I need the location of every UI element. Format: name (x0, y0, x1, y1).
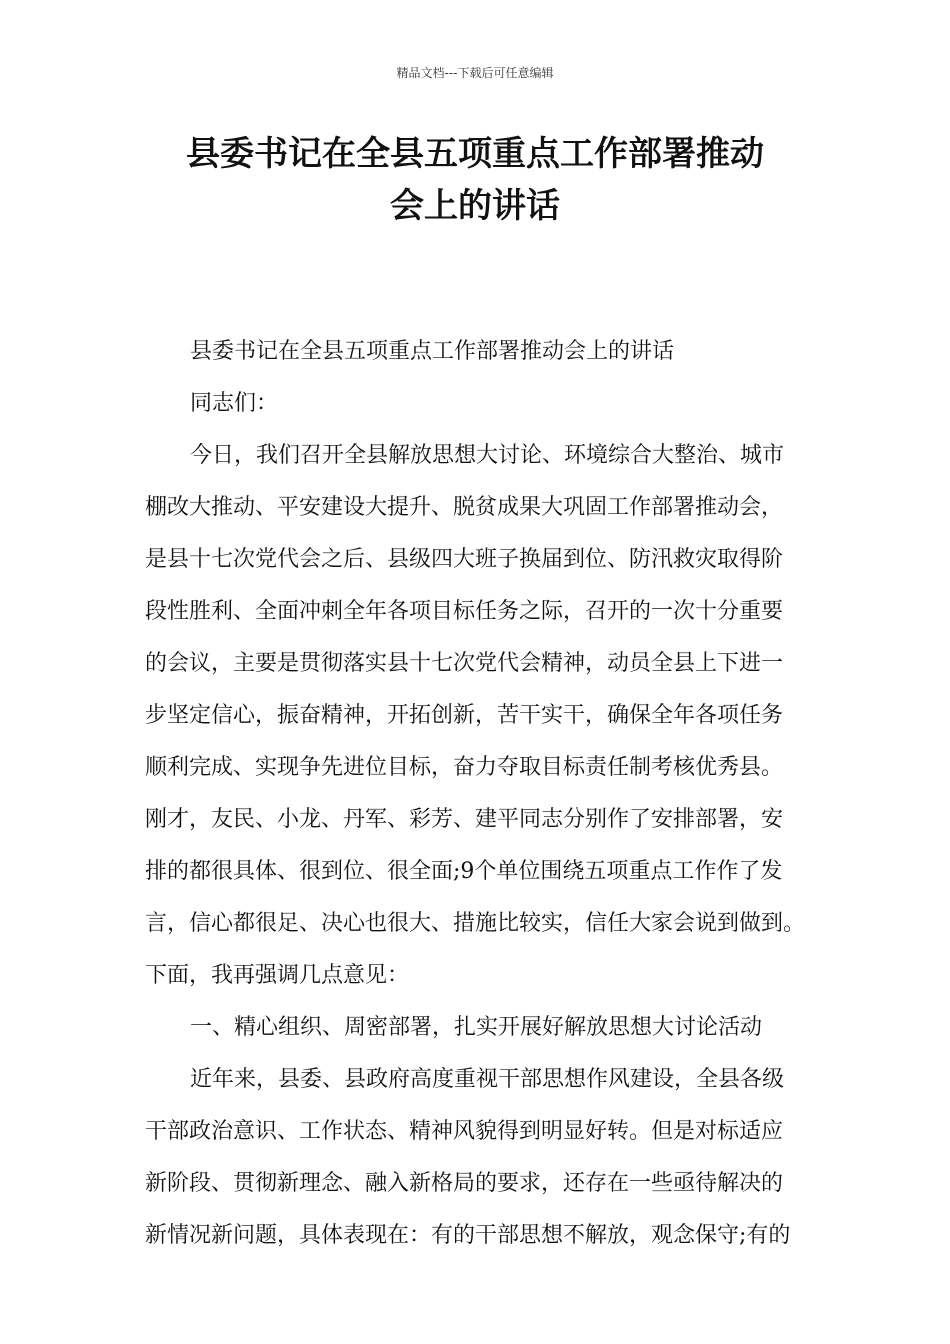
paragraph-line: 顺利完成、实现争先进位目标，奋力夺取目标责任制考核优秀县。 (145, 755, 784, 780)
header-note: 精品文档---下载后可任意编辑 (396, 66, 554, 80)
paragraph-line: 新情况新问题，具体表现在：有的干部思想不解放，观念保守;有的 (145, 1223, 791, 1248)
document-body (145, 326, 825, 1262)
paragraph-line: 新阶段、贯彻新理念、融入新格局的要求，还存在一些亟待解决的 (145, 1171, 784, 1196)
paragraph-line: 刚才，友民、小龙、丹军、彩芳、建平同志分别作了安排部署，安 (145, 807, 784, 832)
paragraph-line: 棚改大推动、平安建设大提升、脱贫成果大巩固工作部署推动会， (145, 495, 784, 520)
paragraph-line: 近年来，县委、县政府高度重视干部思想作风建设，全县各级 (190, 1067, 785, 1092)
paragraph-line: 的会议，主要是贯彻落实县十七次党代会精神，动员全县上下进一 (145, 651, 784, 676)
paragraph-line: 干部政治意识、工作状态、精神风貌得到明显好转。但是对标适应 (145, 1119, 784, 1144)
paragraph-line: 言，信心都很足、决心也很大、措施比较实，信任大家会说到做到。 (145, 911, 806, 936)
paragraph-line: 下面，我再强调几点意见： (145, 963, 410, 988)
salutation-line: 同志们： (190, 391, 279, 416)
section-heading: 一、精心组织、周密部署，扎实开展好解放思想大讨论活动 (190, 1015, 763, 1040)
paragraph-line: 段性胜利、全面冲刺全年各项目标任务之际，召开的一次十分重要 (145, 599, 784, 624)
paragraph-line: 今日，我们召开全县解放思想大讨论、环境综合大整治、城市 (190, 443, 785, 468)
subtitle-line: 县委书记在全县五项重点工作部署推动会上的讲话 (190, 339, 675, 364)
document-title (140, 128, 810, 232)
title-line-2: 会上的讲话 (390, 186, 560, 226)
paragraph-line: 排的都很具体、很到位、很全面;9个单位围绕五项重点工作作了发 (145, 859, 783, 884)
title-line-1: 县委书记在全县五项重点工作部署推动 (186, 134, 764, 174)
paragraph-line: 步坚定信心，振奋精神，开拓创新，苦干实干，确保全年各项任务 (145, 703, 784, 728)
paragraph-line: 是县十七次党代会之后、县级四大班子换届到位、防汛救灾取得阶 (145, 547, 784, 572)
